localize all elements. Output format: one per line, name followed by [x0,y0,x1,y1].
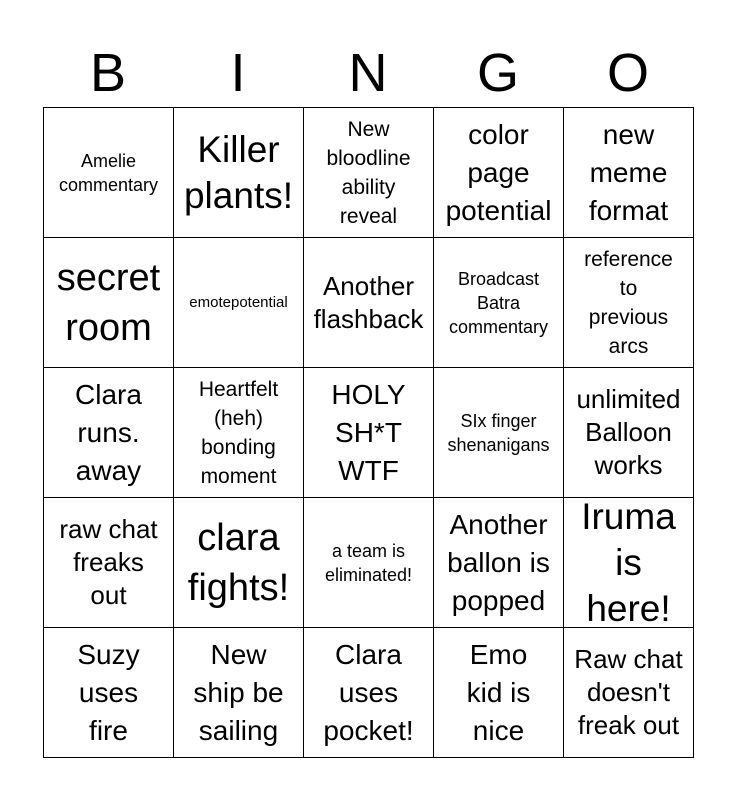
bingo-cell-r4-c3[interactable] [304,498,434,628]
bingo-cell-r5-c5[interactable] [564,628,694,758]
bingo-cell-r1-c3[interactable] [304,108,434,238]
cell-label: Amelie commentary [58,150,159,195]
bingo-cell-r2-c3[interactable] [304,238,434,368]
cell-label: New bloodline ability reveal [326,117,411,228]
cell-label: clara fights! [187,516,290,609]
header-letter-g: G [476,43,519,103]
bingo-cell-r2-c2[interactable] [174,238,304,368]
bingo-cell-r4-c5[interactable] [564,498,694,628]
bingo-cell-r1-c5[interactable] [564,108,694,238]
cell-label: raw chat freaks out [59,514,158,610]
cell-label: unlimited Balloon works [576,384,681,480]
cell-label: Broadcast Batra commentary [448,268,549,337]
cell-label: color page potential [445,118,552,226]
bingo-cell-r1-c1[interactable] [44,108,174,238]
cell-label: emotepotential [189,293,288,311]
bingo-header [43,40,693,106]
bingo-cell-r2-c4[interactable] [434,238,564,368]
cell-label: SIx finger shenanigans [447,410,550,455]
cell-label: a team is eliminated! [324,540,413,585]
bingo-cell-r5-c3[interactable] [304,628,434,758]
cell-label: Another flashback [313,270,424,334]
cell-label: Heartfelt (heh) bonding moment [198,377,279,488]
bingo-cell-r4-c2[interactable] [174,498,304,628]
cell-label: Emo kid is nice [466,638,531,746]
bingo-cell-r5-c2[interactable] [174,628,304,758]
cell-label: secret room [56,256,161,349]
header-letter-b: B [89,43,127,103]
bingo-cell-r3-c3[interactable] [304,368,434,498]
cell-label: Clara uses pocket! [323,638,414,746]
cell-label: new meme format [588,118,669,226]
bingo-cell-r5-c4[interactable] [434,628,564,758]
cell-label: Iruma is here! [581,498,676,628]
header-letter-n: N [348,43,388,103]
cell-label: Raw chat doesn't freak out [574,644,683,740]
bingo-cell-r3-c5[interactable] [564,368,694,498]
cell-label: HOLY SH*T WTF [331,378,406,486]
cell-label: Killer plants! [183,128,293,216]
bingo-cell-r2-c5[interactable] [564,238,694,368]
bingo-cell-r5-c1[interactable] [44,628,174,758]
cell-label: Suzy uses fire [77,638,140,746]
cell-label: Another ballon is popped [447,508,550,616]
bingo-board [43,107,694,758]
header-letter-o: O [606,43,649,103]
header-letter-i: I [230,43,246,103]
bingo-cell-r4-c4[interactable] [434,498,564,628]
cell-label: New ship be sailing [193,638,284,746]
bingo-cell-r3-c2[interactable] [174,368,304,498]
bingo-cell-r3-c4[interactable] [434,368,564,498]
bingo-cell-r3-c1[interactable] [44,368,174,498]
bingo-cell-r2-c1[interactable] [44,238,174,368]
bingo-cell-r4-c1[interactable] [44,498,174,628]
bingo-cell-r1-c4[interactable] [434,108,564,238]
bingo-cell-r1-c2[interactable] [174,108,304,238]
cell-label: Clara runs. away [75,378,142,486]
cell-label: reference to previous arcs [584,247,673,358]
